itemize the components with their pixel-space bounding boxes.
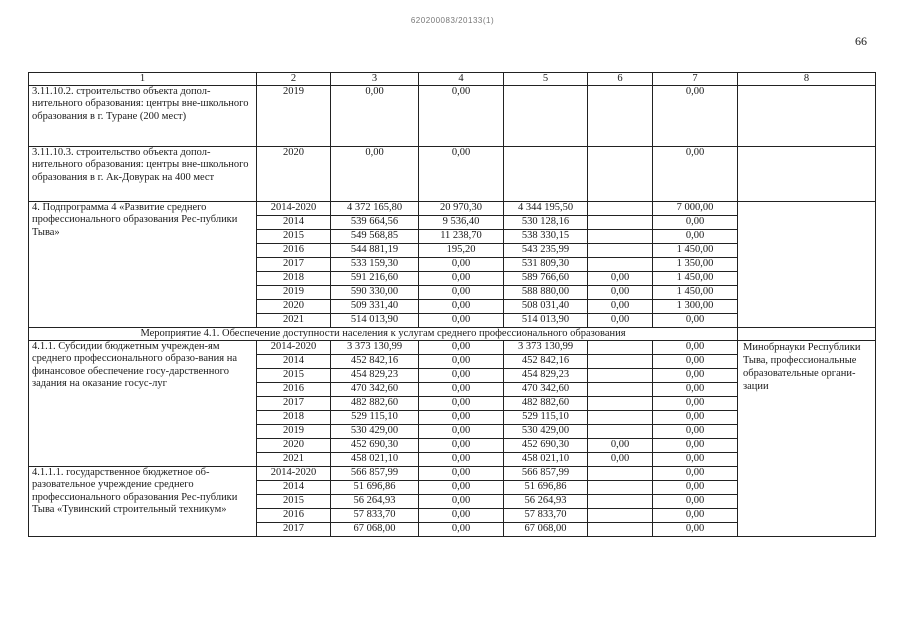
value-cell: 509 331,40 bbox=[331, 300, 419, 314]
table-row bbox=[29, 341, 876, 355]
row-description: 3.11.10.3. строительство объекта допол-нительного образования: центры вне-школьного образования в г. Ак-Довурак на 400 мест bbox=[29, 147, 257, 202]
value-cell: 0,00 bbox=[653, 341, 738, 355]
value-cell: 20 970,30 bbox=[419, 202, 504, 216]
value-cell: 4 344 195,50 bbox=[504, 202, 588, 216]
year-cell: 2018 bbox=[257, 411, 331, 425]
value-cell: 566 857,99 bbox=[331, 467, 419, 481]
value-cell: 1 450,00 bbox=[653, 286, 738, 300]
value-cell: 1 300,00 bbox=[653, 300, 738, 314]
value-cell: 454 829,23 bbox=[504, 369, 588, 383]
value-cell: 514 013,90 bbox=[504, 314, 588, 328]
value-cell: 0,00 bbox=[653, 481, 738, 495]
value-cell: 1 450,00 bbox=[653, 244, 738, 258]
year-cell: 2014 bbox=[257, 216, 331, 230]
table-row bbox=[29, 202, 876, 216]
value-cell: 0,00 bbox=[653, 147, 738, 202]
value-cell: 470 342,60 bbox=[331, 383, 419, 397]
value-cell: 67 068,00 bbox=[331, 523, 419, 537]
year-cell: 2015 bbox=[257, 495, 331, 509]
event-title: Мероприятие 4.1. Обеспечение доступности населения к услугам среднего профессионального образования bbox=[29, 328, 738, 341]
value-cell: 0,00 bbox=[653, 425, 738, 439]
value-cell: 566 857,99 bbox=[504, 467, 588, 481]
column-header: 4 bbox=[419, 73, 504, 86]
value-cell: 0,00 bbox=[588, 286, 653, 300]
value-cell: 0,00 bbox=[419, 523, 504, 537]
value-cell: 514 013,90 bbox=[331, 314, 419, 328]
value-cell bbox=[588, 230, 653, 244]
value-cell: 56 264,93 bbox=[331, 495, 419, 509]
value-cell: 0,00 bbox=[653, 314, 738, 328]
value-cell: 195,20 bbox=[419, 244, 504, 258]
value-cell: 0,00 bbox=[419, 272, 504, 286]
value-cell: 543 235,99 bbox=[504, 244, 588, 258]
value-cell bbox=[588, 244, 653, 258]
value-cell: 1 350,00 bbox=[653, 258, 738, 272]
year-cell: 2021 bbox=[257, 314, 331, 328]
value-cell: 7 000,00 bbox=[653, 202, 738, 216]
value-cell bbox=[504, 86, 588, 147]
value-cell: 508 031,40 bbox=[504, 300, 588, 314]
row-description: 4.1.1.1. государственное бюджетное об-разовательное учреждение среднего профессионального образования Рес-публики Тыва «Тувинский строительный техникум» bbox=[29, 467, 257, 537]
value-cell: 0,00 bbox=[653, 411, 738, 425]
document-code: 620200083/20133(1) bbox=[410, 16, 495, 25]
year-cell: 2020 bbox=[257, 300, 331, 314]
value-cell bbox=[504, 147, 588, 202]
year-cell: 2018 bbox=[257, 272, 331, 286]
value-cell: 529 115,10 bbox=[331, 411, 419, 425]
page-number: 66 bbox=[855, 34, 867, 48]
year-cell: 2020 bbox=[257, 439, 331, 453]
value-cell: 56 264,93 bbox=[504, 495, 588, 509]
year-cell: 2014-2020 bbox=[257, 202, 331, 216]
value-cell: 0,00 bbox=[419, 509, 504, 523]
value-cell: 0,00 bbox=[653, 230, 738, 244]
column-header: 2 bbox=[257, 73, 331, 86]
value-cell: 1 450,00 bbox=[653, 272, 738, 286]
value-cell: 454 829,23 bbox=[331, 369, 419, 383]
value-cell bbox=[588, 383, 653, 397]
value-cell: 0,00 bbox=[653, 383, 738, 397]
table-row bbox=[29, 86, 876, 147]
value-cell: 57 833,70 bbox=[504, 509, 588, 523]
budget-table bbox=[28, 72, 876, 537]
year-cell: 2016 bbox=[257, 509, 331, 523]
value-cell: 452 690,30 bbox=[331, 439, 419, 453]
value-cell: 0,00 bbox=[419, 369, 504, 383]
year-cell: 2016 bbox=[257, 383, 331, 397]
value-cell: 458 021,10 bbox=[504, 453, 588, 467]
value-cell: 11 238,70 bbox=[419, 230, 504, 244]
value-cell: 0,00 bbox=[653, 453, 738, 467]
value-cell: 0,00 bbox=[419, 258, 504, 272]
value-cell bbox=[588, 355, 653, 369]
value-cell: 4 372 165,80 bbox=[331, 202, 419, 216]
year-cell: 2015 bbox=[257, 230, 331, 244]
value-cell bbox=[588, 216, 653, 230]
value-cell: 0,00 bbox=[419, 147, 504, 202]
value-cell bbox=[588, 369, 653, 383]
value-cell: 0,00 bbox=[419, 397, 504, 411]
row-description: 3.11.10.2. строительство объекта допол-нительного образования: центры вне-школьного образования в г. Туране (200 мест) bbox=[29, 86, 257, 147]
value-cell bbox=[588, 86, 653, 147]
column-header: 5 bbox=[504, 73, 588, 86]
value-cell: 0,00 bbox=[331, 147, 419, 202]
column-header: 6 bbox=[588, 73, 653, 86]
year-cell: 2017 bbox=[257, 258, 331, 272]
value-cell: 0,00 bbox=[419, 481, 504, 495]
value-cell: 0,00 bbox=[653, 509, 738, 523]
empty-org-cell bbox=[738, 202, 876, 328]
column-header: 3 bbox=[331, 73, 419, 86]
year-cell: 2021 bbox=[257, 453, 331, 467]
value-cell bbox=[588, 523, 653, 537]
value-cell: 589 766,60 bbox=[504, 272, 588, 286]
empty-org-cell bbox=[738, 86, 876, 147]
year-cell: 2015 bbox=[257, 369, 331, 383]
value-cell: 9 536,40 bbox=[419, 216, 504, 230]
value-cell: 530 429,00 bbox=[504, 425, 588, 439]
value-cell bbox=[588, 202, 653, 216]
value-cell: 0,00 bbox=[419, 495, 504, 509]
value-cell: 452 842,16 bbox=[504, 355, 588, 369]
year-cell: 2017 bbox=[257, 397, 331, 411]
year-cell: 2014-2020 bbox=[257, 467, 331, 481]
value-cell bbox=[588, 495, 653, 509]
year-cell: 2016 bbox=[257, 244, 331, 258]
value-cell: 0,00 bbox=[653, 439, 738, 453]
value-cell: 452 690,30 bbox=[504, 439, 588, 453]
event-row bbox=[29, 328, 876, 341]
value-cell: 0,00 bbox=[653, 523, 738, 537]
value-cell bbox=[588, 341, 653, 355]
value-cell: 533 159,30 bbox=[331, 258, 419, 272]
value-cell: 538 330,15 bbox=[504, 230, 588, 244]
value-cell: 0,00 bbox=[653, 397, 738, 411]
year-cell: 2020 bbox=[257, 147, 331, 202]
value-cell: 482 882,60 bbox=[331, 397, 419, 411]
value-cell: 0,00 bbox=[419, 467, 504, 481]
value-cell: 57 833,70 bbox=[331, 509, 419, 523]
value-cell: 0,00 bbox=[588, 314, 653, 328]
value-cell: 0,00 bbox=[653, 216, 738, 230]
year-cell: 2019 bbox=[257, 286, 331, 300]
year-cell: 2019 bbox=[257, 425, 331, 439]
column-header: 1 bbox=[29, 73, 257, 86]
row-description: 4. Подпрограмма 4 «Развитие среднего профессионального образования Рес-публики Тыва» bbox=[29, 202, 257, 328]
value-cell: 0,00 bbox=[419, 355, 504, 369]
year-cell: 2014 bbox=[257, 355, 331, 369]
value-cell bbox=[588, 467, 653, 481]
value-cell: 0,00 bbox=[419, 383, 504, 397]
value-cell: 0,00 bbox=[419, 300, 504, 314]
value-cell: 0,00 bbox=[653, 467, 738, 481]
value-cell: 51 696,86 bbox=[331, 481, 419, 495]
column-header: 8 bbox=[738, 73, 876, 86]
value-cell: 539 664,56 bbox=[331, 216, 419, 230]
empty-org-cell bbox=[738, 147, 876, 202]
value-cell: 0,00 bbox=[419, 425, 504, 439]
responsible-org: Минобрнауки Республики Тыва, профессиональные образовательные органи-зации bbox=[738, 341, 876, 537]
value-cell: 67 068,00 bbox=[504, 523, 588, 537]
value-cell: 0,00 bbox=[588, 439, 653, 453]
value-cell bbox=[588, 147, 653, 202]
value-cell: 3 373 130,99 bbox=[331, 341, 419, 355]
value-cell: 0,00 bbox=[419, 341, 504, 355]
year-cell: 2014 bbox=[257, 481, 331, 495]
value-cell: 51 696,86 bbox=[504, 481, 588, 495]
year-cell: 2017 bbox=[257, 523, 331, 537]
value-cell bbox=[588, 397, 653, 411]
value-cell: 0,00 bbox=[653, 355, 738, 369]
column-header: 7 bbox=[653, 73, 738, 86]
value-cell: 588 880,00 bbox=[504, 286, 588, 300]
value-cell: 530 128,16 bbox=[504, 216, 588, 230]
value-cell: 0,00 bbox=[653, 369, 738, 383]
value-cell: 530 429,00 bbox=[331, 425, 419, 439]
value-cell: 0,00 bbox=[419, 86, 504, 147]
value-cell: 0,00 bbox=[653, 86, 738, 147]
value-cell bbox=[588, 411, 653, 425]
value-cell: 458 021,10 bbox=[331, 453, 419, 467]
value-cell bbox=[588, 258, 653, 272]
value-cell bbox=[588, 425, 653, 439]
value-cell: 529 115,10 bbox=[504, 411, 588, 425]
header-row bbox=[29, 73, 876, 86]
value-cell bbox=[588, 481, 653, 495]
value-cell: 0,00 bbox=[419, 314, 504, 328]
row-description: 4.1.1. Субсидии бюджетным учрежден-ям среднего профессионального образо-вания на финансовое обеспечение госу-дарственного задания на оказание госус-луг bbox=[29, 341, 257, 467]
table-row bbox=[29, 147, 876, 202]
value-cell bbox=[588, 509, 653, 523]
value-cell: 0,00 bbox=[419, 286, 504, 300]
value-cell: 0,00 bbox=[653, 495, 738, 509]
year-cell: 2014-2020 bbox=[257, 341, 331, 355]
value-cell: 0,00 bbox=[419, 439, 504, 453]
value-cell: 591 216,60 bbox=[331, 272, 419, 286]
value-cell: 531 809,30 bbox=[504, 258, 588, 272]
value-cell: 0,00 bbox=[588, 453, 653, 467]
value-cell: 482 882,60 bbox=[504, 397, 588, 411]
empty-org-cell bbox=[738, 328, 876, 341]
value-cell: 0,00 bbox=[419, 453, 504, 467]
value-cell: 0,00 bbox=[588, 272, 653, 286]
value-cell: 0,00 bbox=[588, 300, 653, 314]
value-cell: 590 330,00 bbox=[331, 286, 419, 300]
value-cell: 549 568,85 bbox=[331, 230, 419, 244]
value-cell: 470 342,60 bbox=[504, 383, 588, 397]
value-cell: 452 842,16 bbox=[331, 355, 419, 369]
value-cell: 0,00 bbox=[419, 411, 504, 425]
year-cell: 2019 bbox=[257, 86, 331, 147]
value-cell: 0,00 bbox=[331, 86, 419, 147]
value-cell: 3 373 130,99 bbox=[504, 341, 588, 355]
value-cell: 544 881,19 bbox=[331, 244, 419, 258]
